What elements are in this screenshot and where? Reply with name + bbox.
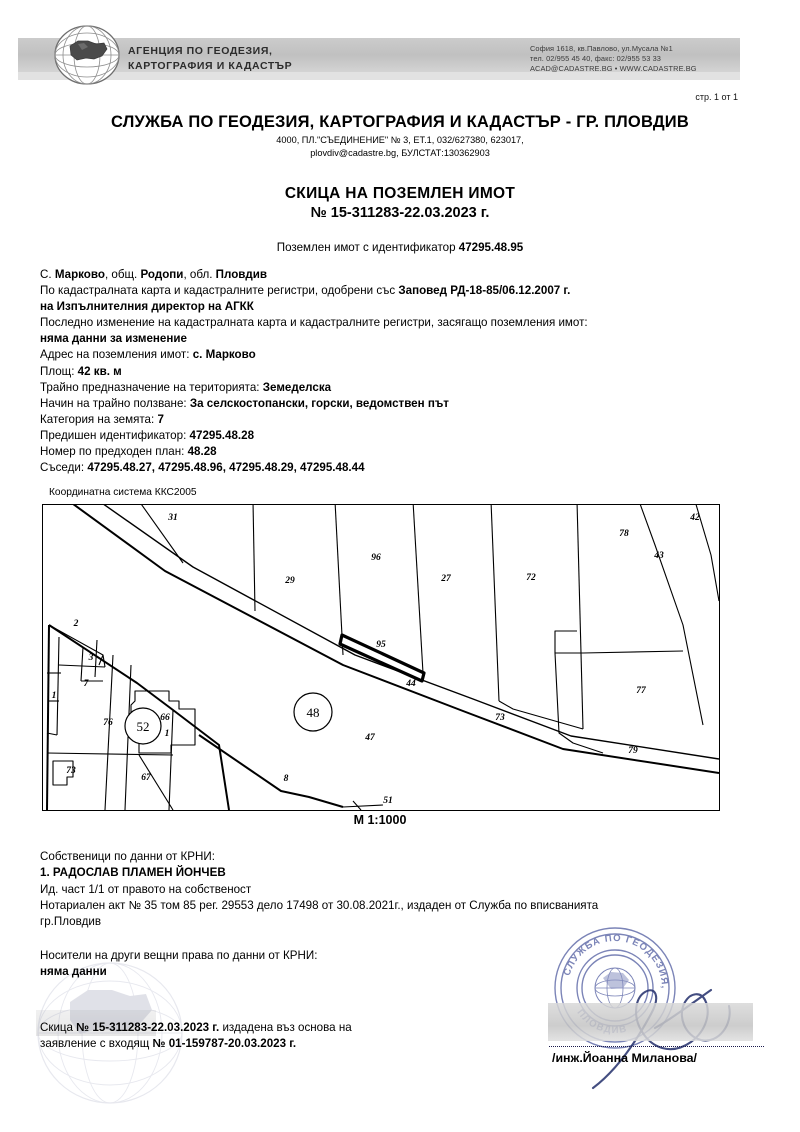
- svg-text:47: 47: [365, 733, 375, 743]
- application-prefix: заявление с входящ: [40, 1037, 150, 1051]
- location-prefix: С.: [40, 268, 52, 281]
- property-identifier-line: [0, 241, 800, 254]
- area-value: 42 кв. м: [77, 364, 122, 378]
- owner-share: Ид. част 1/1 от правото на собственост: [40, 882, 252, 896]
- cadastral-map-drawing: [43, 505, 719, 810]
- parcel-label-52: 52: [136, 719, 150, 734]
- identifier-value: 47295.48.95: [458, 241, 524, 254]
- other-rights-value: няма данни: [40, 965, 107, 979]
- designation-value: Земеделска: [262, 380, 332, 394]
- svg-text:43: 43: [654, 551, 664, 561]
- detail-previous-id: [40, 428, 740, 444]
- agency-name-line1: АГЕНЦИЯ ПО ГЕОДЕЗИЯ,: [128, 45, 273, 57]
- cadastral-map[interactable]: [42, 504, 720, 811]
- agency-address: София 1618, кв.Павлово, ул.Мусала №1: [530, 44, 673, 53]
- svg-text:73: 73: [495, 713, 505, 723]
- detail-previous-plan: [40, 444, 740, 460]
- document-title: СКИЦА НА ПОЗЕМЛЕН ИМОТ: [284, 185, 516, 202]
- scan-artifact-signature: [548, 1003, 753, 1041]
- signature-rule: [549, 1046, 764, 1047]
- other-rights-label: Носители на други вещни права по данни от КРНИ:: [40, 949, 318, 962]
- svg-text:78: 78: [619, 529, 629, 539]
- detail-authority: [40, 299, 740, 315]
- svg-text:76: 76: [103, 718, 113, 728]
- coordinate-system-label: Координатна система ККС2005: [49, 487, 197, 498]
- svg-text:95: 95: [376, 640, 386, 650]
- owner-index: 1.: [40, 866, 50, 880]
- parcel-label-48: 48: [306, 705, 320, 720]
- svg-text:77: 77: [636, 686, 646, 696]
- identifier-label: Поземлен имот с идентификатор: [276, 241, 456, 254]
- category-label: Категория на земята:: [40, 412, 155, 426]
- svg-text:31: 31: [168, 513, 178, 523]
- letterhead-header: [0, 0, 800, 100]
- previous-plan-value: 48.28: [187, 445, 217, 459]
- map-scale: M 1:1000: [353, 813, 407, 827]
- agency-phone: тел. 02/955 45 40, факс: 02/955 53 33: [530, 53, 662, 63]
- office-address-line1: 4000, ПЛ."СЪЕДИНЕНИЕ" № 3, ЕТ.1, 032/627380, 623017,: [276, 135, 524, 145]
- globe-bulgaria-icon: [44, 24, 130, 86]
- detail-last-change-label: [40, 315, 740, 331]
- previous-id-value: 47295.48.28: [189, 428, 255, 442]
- owners-section-label: Собственици по данни от КРНИ:: [40, 850, 215, 863]
- issue-number: № 15-311283-22.03.2023 г.: [76, 1021, 220, 1034]
- svg-text:3: 3: [88, 653, 94, 663]
- approval-authority: на Изпълнителния директор на АГКК: [40, 300, 254, 314]
- address-value: с. Марково: [192, 348, 256, 362]
- svg-text:72: 72: [526, 573, 536, 583]
- svg-text:7: 7: [83, 679, 89, 689]
- svg-text:27: 27: [441, 574, 451, 584]
- svg-text:51: 51: [383, 796, 393, 806]
- detail-neighbours: [40, 460, 740, 476]
- detail-designation: [40, 380, 740, 396]
- signatory-name: /инж.Йоанна Миланова/: [552, 1051, 697, 1065]
- issue-suffix: издадена въз основа на: [222, 1021, 352, 1034]
- office-address: [0, 134, 800, 160]
- village-name: Марково: [54, 268, 105, 281]
- last-change-value: няма данни за изменение: [40, 332, 187, 346]
- map-basis-label: По кадастралната карта и кадастралните регистри, одобрени със: [40, 284, 396, 298]
- last-change-label: Последно изменение на кадастралната карта и кадастралните регистри, засягащо поземления имот:: [40, 316, 588, 330]
- designation-label: Трайно предназначение на територията:: [40, 380, 260, 394]
- property-details: [40, 267, 740, 476]
- svg-text:8: 8: [283, 774, 289, 784]
- svg-text:73: 73: [66, 766, 76, 776]
- office-address-line2: plovdiv@cadastre.bg, БУЛСТАТ:130362903: [310, 148, 490, 158]
- municipality-label: , общ.: [104, 268, 138, 281]
- owners-section: [40, 849, 730, 930]
- approval-order: Заповед РД-18-85/06.12.2007 г.: [398, 284, 571, 298]
- owner-deed-line1: Нотариален акт № 35 том 85 рег. 29553 дело 17498 от 30.08.2021г., издаден от Служба по вписванията: [40, 898, 599, 912]
- detail-location: [40, 267, 740, 283]
- office-title: СЛУЖБА ПО ГЕОДЕЗИЯ, КАРТОГРАФИЯ И КАДАСТЪР - ГР. ПЛОВДИВ: [111, 113, 689, 131]
- neighbours-label: Съседи:: [40, 461, 85, 475]
- agency-email-web: ACAD@CADASTRE.BG • WWW.CADASTRE.BG: [530, 63, 697, 73]
- issue-prefix: Скица: [40, 1021, 74, 1034]
- detail-usage: [40, 396, 740, 412]
- agency-name-line2: КАРТОГРАФИЯ И КАДАСТЪР: [128, 60, 293, 72]
- page-counter: стр. 1 от 1: [695, 92, 738, 102]
- detail-area: [40, 364, 740, 380]
- svg-text:СЛУЖБА ПО ГЕОДЕЗИЯ, КАРТОГРАФИ: СЛУЖБА ПО ГЕОДЕЗИЯ, КАРТОГРАФИЯ: [544, 920, 671, 990]
- detail-category: [40, 412, 740, 428]
- owner-deed-line2: гр.Пловдив: [40, 915, 102, 929]
- svg-text:1: 1: [51, 691, 57, 701]
- svg-text:29: 29: [285, 576, 295, 586]
- detail-map-basis: [40, 283, 740, 299]
- usage-value: За селскостопански, горски, ведомствен път: [189, 396, 449, 410]
- svg-text:79: 79: [628, 746, 638, 756]
- svg-text:67: 67: [141, 773, 151, 783]
- usage-label: Начин на трайно ползване:: [40, 396, 187, 410]
- svg-text:66: 66: [160, 713, 170, 723]
- agency-contact-info: [530, 44, 740, 73]
- district-label: , обл.: [183, 268, 213, 281]
- application-number: № 01-159787-20.03.2023 г.: [152, 1037, 297, 1051]
- district-name: Пловдив: [215, 268, 268, 281]
- address-label: Адрес на поземления имот:: [40, 348, 190, 362]
- municipality-name: Родопи: [140, 268, 184, 281]
- neighbours-value: 47295.48.27, 47295.48.96, 47295.48.29, 47295.48.44: [87, 461, 365, 475]
- document-number: № 15-311283-22.03.2023 г.: [310, 205, 490, 221]
- area-label: Площ:: [40, 364, 75, 378]
- svg-text:42: 42: [690, 513, 700, 523]
- previous-id-label: Предишен идентификатор:: [40, 428, 187, 442]
- owner-name: РАДОСЛАВ ПЛАМЕН ЙОНЧЕВ: [52, 866, 226, 880]
- owner-entry: [40, 865, 730, 881]
- svg-text:96: 96: [371, 553, 381, 563]
- svg-text:44: 44: [406, 679, 416, 689]
- agency-name: [128, 44, 418, 74]
- detail-last-change-value: [40, 331, 740, 347]
- svg-text:1: 1: [164, 729, 170, 739]
- svg-text:2: 2: [73, 619, 79, 629]
- previous-plan-label: Номер по предходен план:: [40, 445, 185, 459]
- detail-address: [40, 347, 740, 363]
- category-value: 7: [157, 412, 164, 426]
